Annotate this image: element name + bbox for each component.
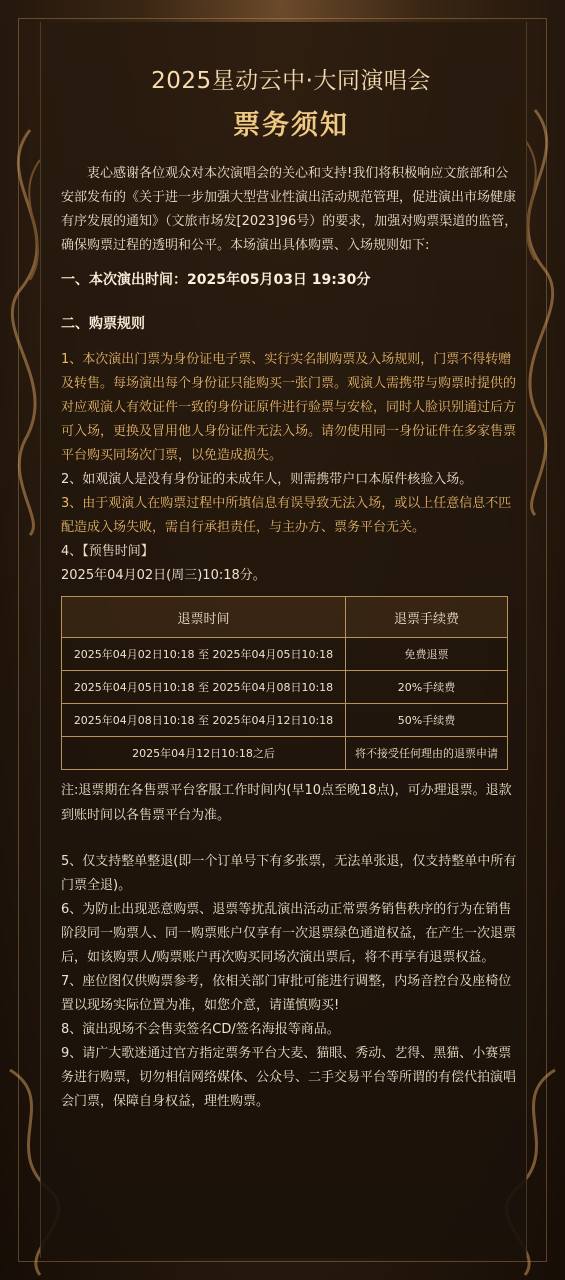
refund-fee-cell: 50%手续费 (346, 704, 508, 737)
rule-7: 7、座位图仅供购票参考，依相关部门审批可能进行调整，内场音控台及座椅位置以现场实际位置为准，如您介意，请谨慎购买! (61, 974, 512, 1013)
table-row (62, 638, 508, 671)
page-title: 票务须知 (233, 110, 349, 141)
refund-note: 注:退票期在各售票平台客服工作时间内(早10点至晚18点)，可办理退票。退款到账时间以各售票平台为准。 (61, 783, 512, 823)
table-row (62, 671, 508, 704)
refund-period-cell: 2025年04月08日10:18 至 2025年04月12日10:18 (62, 704, 346, 737)
refund-fee-table (61, 596, 508, 770)
notice-content (61, 66, 521, 1114)
rule-6: 6、为防止出现恶意购票、退票等扰乱演出活动正常票务销售秩序的行为在销售阶段同一购票人、同一购票账户仅享有一次退票绿色通道权益，在产生一次退票后，如该购票人/购票账户再次购买同场次演出票后，将不再享有退票权益。 (61, 902, 517, 965)
intro-paragraph: 衷心感谢各位观众对本次演唱会的关心和支持!我们将积极响应文旅部和公安部发布的《关于进一步加强大型营业性演出活动规范管理，促进演出市场健康有序发展的通知》（文旅市场发[2023]96号）的要求，加强对购票渠道的监管，确保购票过程的透明和公平。本场演出具体购票、入场规则如下: (61, 166, 518, 253)
rule-4-label: 4、【预售时间】 (61, 544, 154, 559)
table-row (62, 737, 508, 770)
rule-8: 8、演出现场不会售卖签名CD/签名海报等商品。 (61, 1022, 340, 1037)
rule-3: 3、由于观演人在购票过程中所填信息有误导致无法入场，或以上任意信息不匹配造成入场失败，需自行承担责任，与主办方、票务平台无关。 (61, 496, 512, 535)
table-row (62, 704, 508, 737)
table-header-row (62, 597, 508, 638)
rule-5: 5、仅支持整单整退(即一个订单号下有多张票，无法单张退，仅支持整单中所有门票全退)。 (61, 854, 517, 893)
refund-period-cell: 2025年04月05日10:18 至 2025年04月08日10:18 (62, 671, 346, 704)
column-header-refund-fee: 退票手续费 (346, 597, 508, 638)
event-title: 2025星动云中·大同演唱会 (151, 68, 431, 94)
presale-time: 2025年04月02日(周三)10:18分。 (61, 568, 266, 583)
rule-2: 2、如观演人是没有身份证的未成年人，则需携带户口本原件核验入场。 (61, 472, 473, 487)
refund-fee-cell: 将不接受任何理由的退票申请 (346, 737, 508, 770)
refund-fee-cell: 免费退票 (346, 638, 508, 671)
refund-fee-cell: 20%手续费 (346, 671, 508, 704)
ticket-rules-heading: 二、购票规则 (61, 316, 145, 332)
rule-1: 1、本次演出门票为身份证电子票、实行实名制购票及入场规则，门票不得转赠及转售。每场演出每个身份证只能购买一张门票。观演人需携带与购票时提供的对应观演人有效证件一致的身份证原件进行验票与安检，同时人脸识别通过后方可入场，更换及冒用他人身份证件无法入场。请勿使用同一身份证件在多家售票平台购买同场次门票，以免造成损失。 (61, 352, 517, 463)
rule-9: 9、请广大歌迷通过官方指定票务平台大麦、猫眼、秀动、艺得、黑猫、小赛票务进行购票，切勿相信网络媒体、公众号、二手交易平台等所谓的有偿代拍演唱会门票，保障自身权益，理性购票。 (61, 1046, 517, 1109)
refund-period-cell: 2025年04月12日10:18之后 (62, 737, 346, 770)
column-header-refund-time: 退票时间 (62, 597, 346, 638)
show-time-heading: 一、本次演出时间：2025年05月03日 19:30分 (61, 272, 371, 288)
spacer (61, 828, 521, 850)
refund-period-cell: 2025年04月02日10:18 至 2025年04月05日10:18 (62, 638, 346, 671)
